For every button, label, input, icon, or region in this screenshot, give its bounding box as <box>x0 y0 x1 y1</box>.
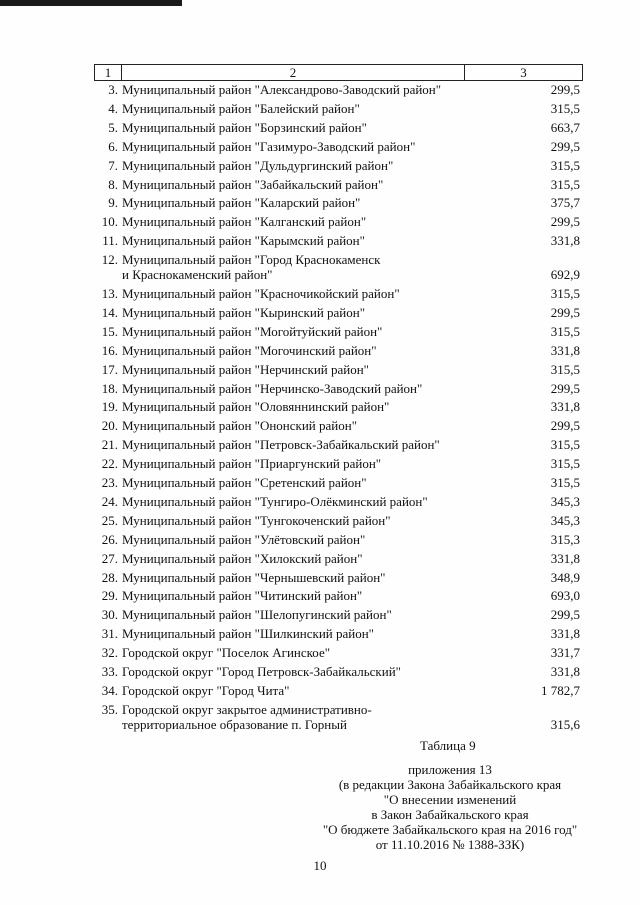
row-name: Муниципальный район "Забайкальский район" <box>122 176 384 192</box>
row-name: Муниципальный район "Петровск-Забайкальский район" <box>122 437 440 453</box>
table-label: Таблица 9 <box>420 738 476 753</box>
row-number: 35. <box>101 701 118 717</box>
row-number: 5. <box>108 119 118 135</box>
row-number: 17. <box>101 361 118 377</box>
row-name: Муниципальный район "Хилокский район" <box>122 550 363 566</box>
header-col-2: 2 <box>122 65 465 80</box>
row-name: Муниципальный район "Ононский район" <box>122 418 358 434</box>
row-number: 32. <box>101 645 118 661</box>
row-value: 692,9 <box>550 267 580 283</box>
row-number: 30. <box>101 607 118 623</box>
row-value: 331,8 <box>550 399 580 415</box>
row-name: Муниципальный район "Город Краснокаменск <box>122 252 381 268</box>
row-name: Муниципальный район "Тунгиро-Олёкминский район" <box>122 493 428 509</box>
row-value: 315,5 <box>550 157 580 173</box>
row-value: 299,5 <box>550 380 580 396</box>
row-value: 315,5 <box>550 323 580 339</box>
row-value: 348,9 <box>550 569 580 585</box>
row-number: 29. <box>101 588 118 604</box>
row-name: Муниципальный район "Читинский район" <box>122 588 363 604</box>
row-value: 375,7 <box>550 195 580 211</box>
row-value: 345,3 <box>550 512 580 528</box>
row-name: Муниципальный район "Калганский район" <box>122 214 367 230</box>
row-name: Муниципальный район "Карымский район" <box>122 233 365 249</box>
row-name: Муниципальный район "Борзинский район" <box>122 119 367 135</box>
row-value: 315,5 <box>550 361 580 377</box>
row-name: Городской округ "Поселок Агинское" <box>122 645 331 661</box>
row-number: 31. <box>101 626 118 642</box>
row-value: 315,6 <box>550 716 580 732</box>
row-value: 315,3 <box>550 531 580 547</box>
row-name: Муниципальный район "Улётовский район" <box>122 531 366 547</box>
row-value: 315,5 <box>550 286 580 301</box>
row-name: Муниципальный район "Чернышевский район" <box>122 569 386 585</box>
row-number: 28. <box>101 569 118 585</box>
row-name: Муниципальный район "Каларский район" <box>122 195 361 211</box>
row-name: Муниципальный район "Шилкинский район" <box>122 626 374 642</box>
row-value: 315,5 <box>550 176 580 192</box>
row-value: 331,8 <box>550 664 580 679</box>
row-name: Муниципальный район "Газимуро-Заводский район" <box>122 138 416 154</box>
row-value: 315,5 <box>550 456 580 472</box>
row-name: Городской округ "Город Чита" <box>122 682 290 698</box>
row-value: 663,7 <box>550 119 580 135</box>
row-number: 14. <box>101 304 118 320</box>
row-number: 26. <box>101 531 118 547</box>
row-name: Городской округ закрытое административно- <box>122 701 372 717</box>
row-number: 10. <box>101 214 118 230</box>
row-number: 33. <box>101 664 118 679</box>
row-name: Муниципальный район "Приаргунский район" <box>122 456 382 472</box>
row-name: Муниципальный район "Нерчинский район" <box>122 361 369 377</box>
row-value: 299,5 <box>550 607 580 623</box>
row-number: 11. <box>102 233 118 249</box>
row-value: 345,3 <box>550 493 580 509</box>
appendix-line: в Закон Забайкальского края <box>371 807 529 822</box>
row-name: Муниципальный район "Тунгокоченский район" <box>122 512 391 528</box>
row-name-continued: территориальное образование п. Горный <box>122 716 347 732</box>
appendix-line: приложения 13 <box>408 762 492 777</box>
row-number: 13. <box>101 286 118 301</box>
row-name: Муниципальный район "Сретенский район" <box>122 475 367 490</box>
row-value: 315,5 <box>550 475 580 490</box>
row-value: 299,5 <box>550 82 580 97</box>
row-number: 8. <box>108 176 118 192</box>
header-col-3: 3 <box>520 65 527 80</box>
row-name: Муниципальный район "Могочинский район" <box>122 342 377 358</box>
row-number: 27. <box>101 550 118 566</box>
row-number: 25. <box>101 512 118 528</box>
appendix-line: от 11.10.2016 № 1388-ЗЗК) <box>375 837 525 852</box>
row-number: 24. <box>101 493 118 509</box>
row-number: 7. <box>108 157 118 173</box>
appendix-line: (в редакции Закона Забайкальского края <box>338 777 562 792</box>
row-number: 34. <box>101 682 118 698</box>
row-value: 1 782,7 <box>541 682 580 698</box>
scan-edge-bar <box>0 0 182 6</box>
header-col-1: 1 <box>95 65 122 80</box>
table-header <box>94 64 583 81</box>
appendix-note <box>300 738 600 852</box>
row-value: 331,7 <box>550 645 580 661</box>
row-name: Муниципальный район "Александрово-Заводский район" <box>122 82 442 97</box>
row-number: 19. <box>101 399 118 415</box>
row-value: 331,8 <box>550 550 580 566</box>
row-name: Муниципальный район "Оловяннинский район" <box>122 399 390 415</box>
page-number: 10 <box>313 858 327 873</box>
row-value: 315,5 <box>550 100 580 116</box>
row-value: 693,0 <box>550 588 580 604</box>
row-number: 20. <box>101 418 118 434</box>
row-value: 331,8 <box>550 626 580 642</box>
appendix-line: "О бюджете Забайкальского края на 2016 год" <box>322 822 578 837</box>
row-number: 23. <box>101 475 118 490</box>
appendix-line: "О внесении изменений <box>383 792 517 807</box>
row-number: 12. <box>101 252 118 268</box>
row-value: 331,8 <box>550 342 580 358</box>
row-value: 299,5 <box>550 304 580 320</box>
row-value: 299,5 <box>550 138 580 154</box>
row-value: 299,5 <box>550 418 580 434</box>
row-name-continued: и Краснокаменский район" <box>122 267 273 283</box>
row-value: 331,8 <box>550 233 580 249</box>
row-name: Муниципальный район "Дульдургинский район" <box>122 157 394 173</box>
row-number: 6. <box>108 138 118 154</box>
row-name: Муниципальный район "Кыринский район" <box>122 304 366 320</box>
row-number: 16. <box>101 342 118 358</box>
row-number: 15. <box>101 323 118 339</box>
row-number: 4. <box>108 100 118 116</box>
row-value: 315,5 <box>550 437 580 453</box>
row-name: Муниципальный район "Красночикойский район" <box>122 286 400 301</box>
row-name: Муниципальный район "Шелопугинский район" <box>122 607 392 623</box>
row-value: 299,5 <box>550 214 580 230</box>
row-name: Городской округ "Город Петровск-Забайкальский" <box>122 664 401 679</box>
row-number: 9. <box>108 195 118 211</box>
row-number: 18. <box>101 380 118 396</box>
row-number: 22. <box>101 456 118 472</box>
row-number: 21. <box>101 437 118 453</box>
row-number: 3. <box>108 82 118 97</box>
row-name: Муниципальный район "Могойтуйский район" <box>122 323 383 339</box>
row-name: Муниципальный район "Нерчинско-Заводский район" <box>122 380 423 396</box>
row-name: Муниципальный район "Балейский район" <box>122 100 360 116</box>
